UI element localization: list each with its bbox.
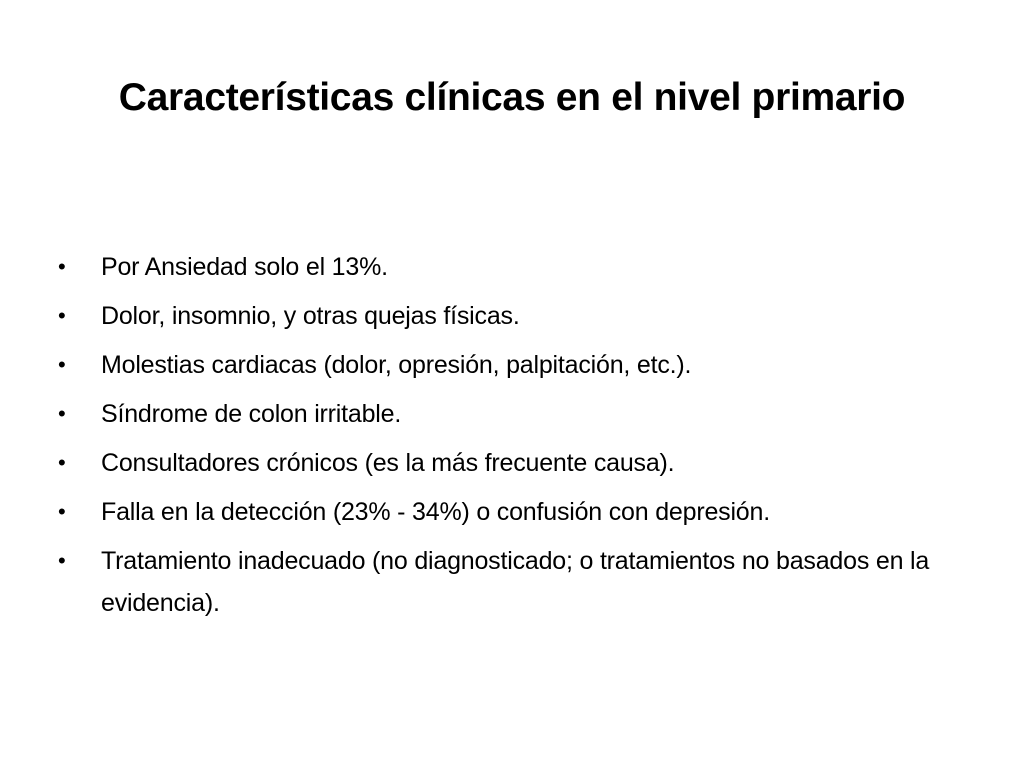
slide-title: Características clínicas en el nivel primario [118, 76, 906, 119]
bullet-text: Molestias cardiacas (dolor, opresión, palpitación, etc.). [101, 351, 692, 379]
bullet-text: Consultadores crónicos (es la más frecuente causa). [101, 449, 675, 477]
list-item [58, 442, 978, 484]
list-item [58, 393, 978, 435]
bullet-text: Falla en la detección (23% - 34%) o confusión con depresión. [101, 498, 770, 526]
list-item [58, 540, 978, 624]
bullet-text: Por Ansiedad solo el 13%. [101, 253, 388, 281]
bullet-icon: • [58, 401, 66, 426]
bullet-text: Tratamiento inadecuado (no diagnosticado; o tratamientos no basados en la evidencia). [101, 547, 930, 617]
bullet-icon: • [58, 450, 66, 475]
bullet-list [58, 246, 978, 631]
bullet-icon: • [58, 303, 66, 328]
list-item [58, 295, 978, 337]
list-item [58, 344, 978, 386]
bullet-icon: • [58, 499, 66, 524]
list-item [58, 491, 978, 533]
bullet-icon: • [58, 352, 66, 377]
bullet-text: Síndrome de colon irritable. [101, 400, 402, 428]
bullet-icon: • [58, 254, 66, 279]
bullet-icon: • [58, 548, 66, 573]
list-item [58, 246, 978, 288]
bullet-text: Dolor, insomnio, y otras quejas físicas. [101, 302, 520, 330]
